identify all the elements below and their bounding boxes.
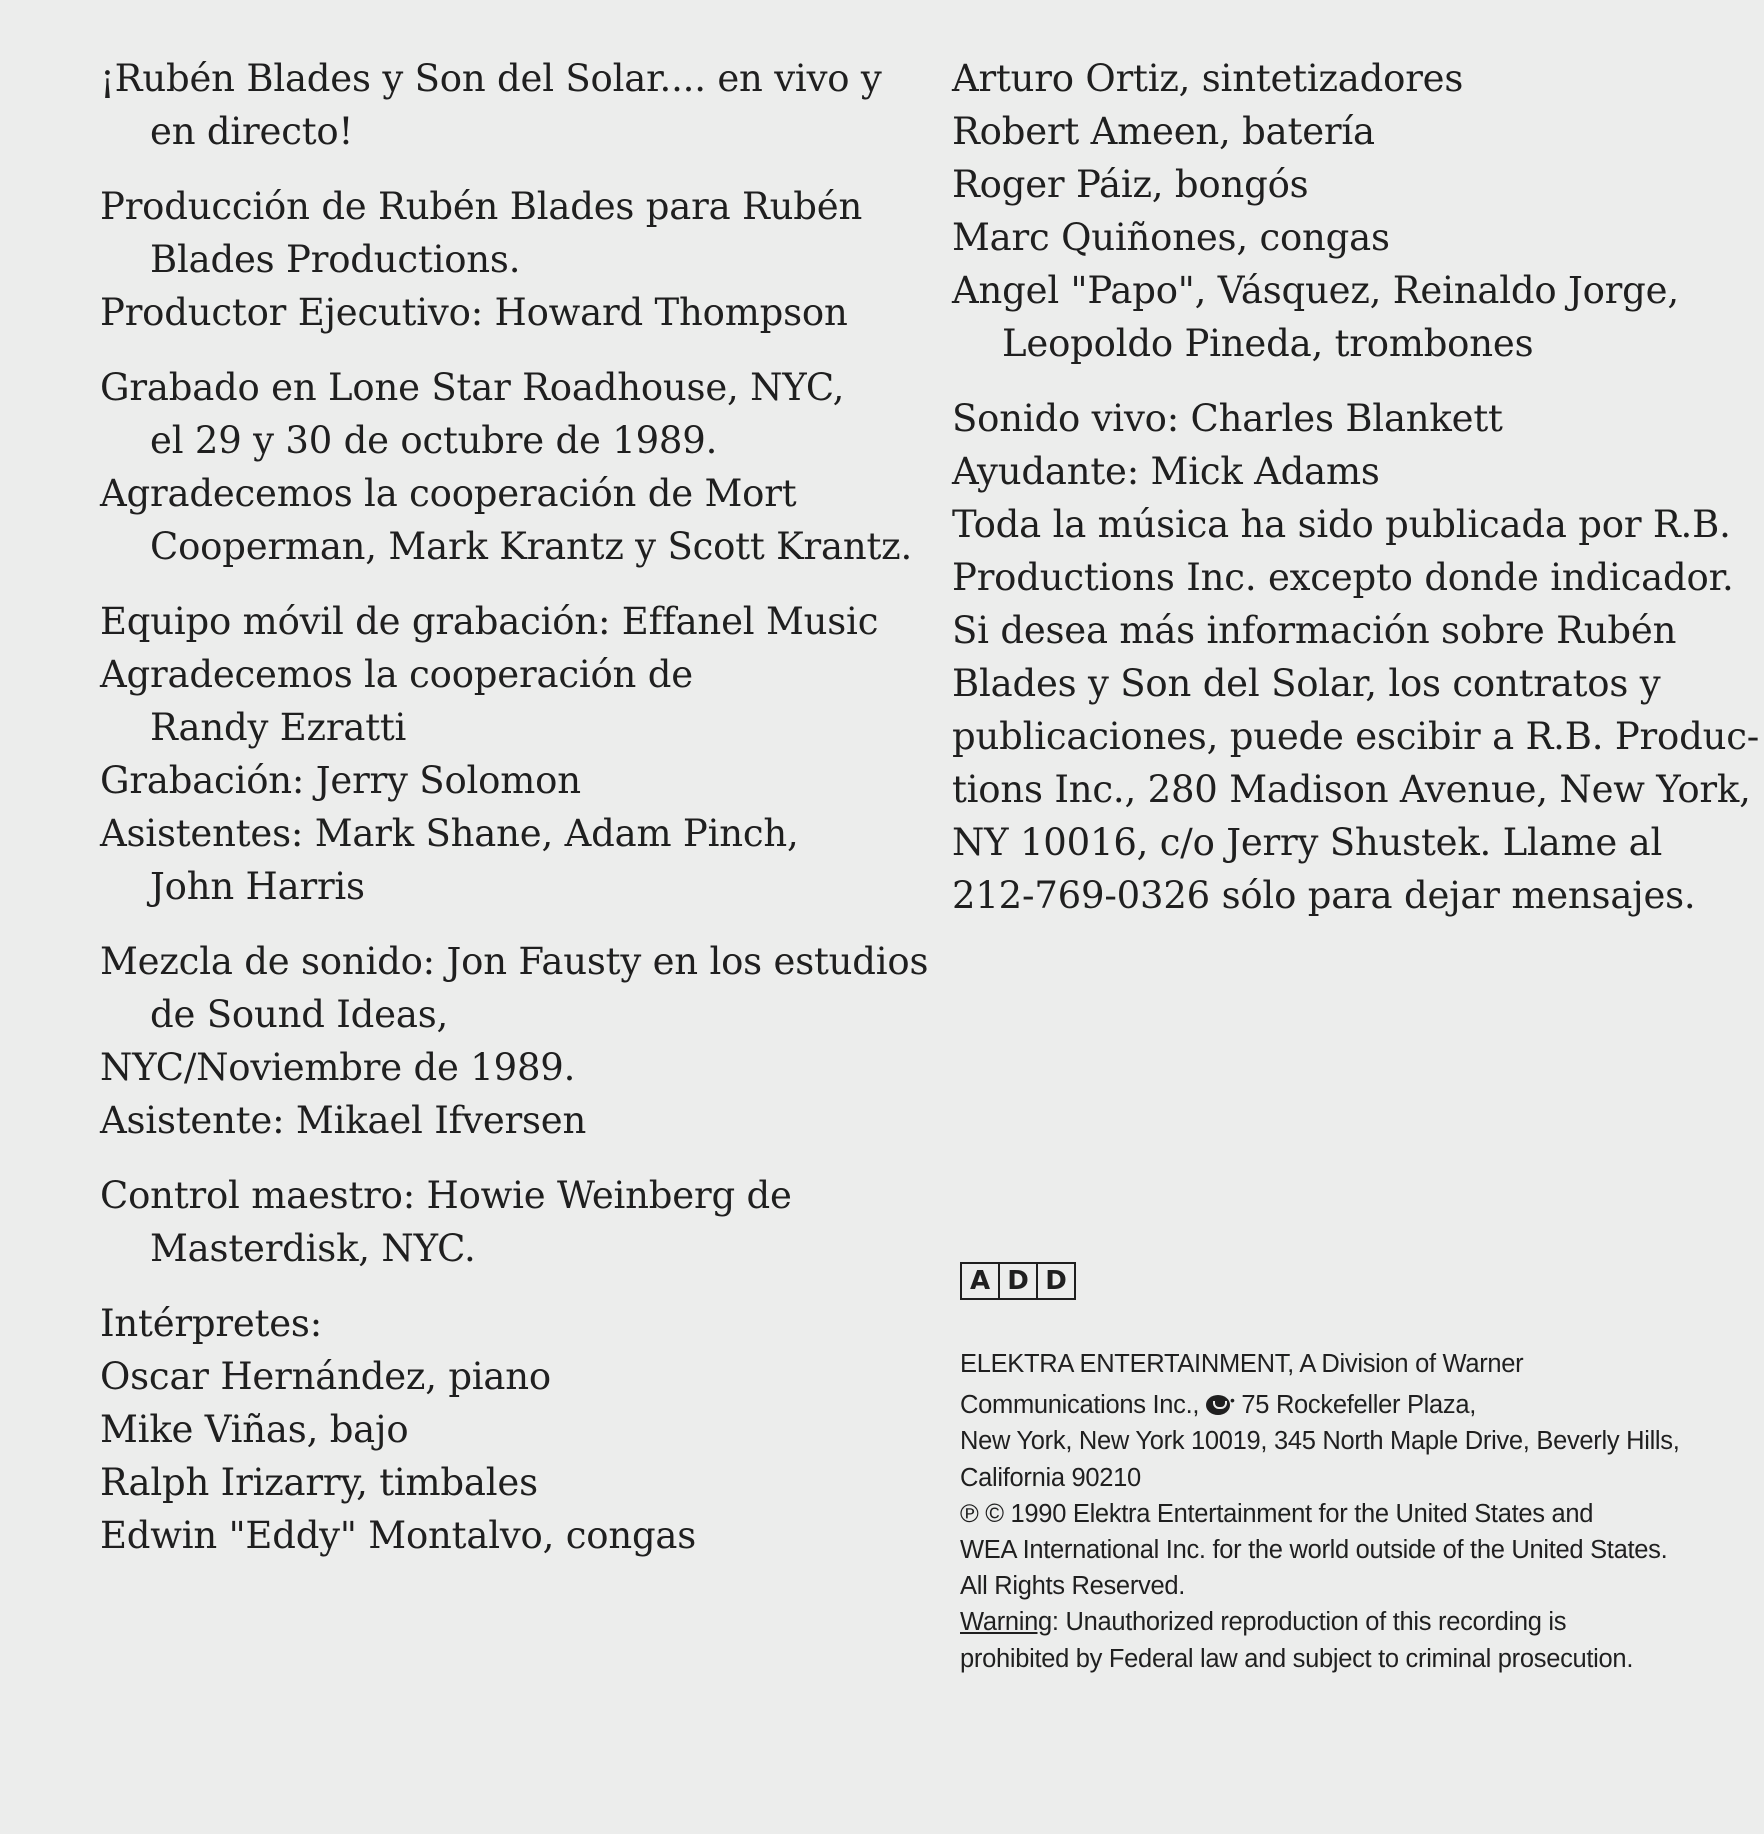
warning-text: : Unauthorized reproduction of this recording is bbox=[1051, 1608, 1567, 1637]
performer-line: Robert Ameen, batería bbox=[952, 110, 1375, 153]
sound-info-block bbox=[952, 392, 1760, 922]
badge-letter: A bbox=[962, 1264, 1000, 1298]
credit-line: NYC/Noviembre de 1989. bbox=[100, 1046, 576, 1089]
badge-letter: D bbox=[1045, 1266, 1067, 1296]
performer-line: Mike Viñas, bajo bbox=[100, 1408, 409, 1451]
info-line: publicaciones, puede escibir a R.B. Produc- bbox=[952, 715, 1760, 758]
credit-line: Sonido vivo: Charles Blankett bbox=[952, 397, 1503, 440]
info-line: Productions Inc. excepto donde indicador. bbox=[952, 556, 1734, 599]
info-line: 212-769-0326 sólo para dejar mensajes. bbox=[952, 874, 1696, 917]
recording-crew-block bbox=[100, 595, 920, 913]
credit-line: Grabación: Jerry Solomon bbox=[100, 759, 581, 802]
performer-line: Roger Páiz, bongós bbox=[952, 163, 1309, 206]
recording-location-block bbox=[100, 361, 920, 573]
legal-line: All Rights Reserved. bbox=[960, 1572, 1186, 1601]
warning-label: Warning bbox=[960, 1608, 1052, 1637]
mixing-block bbox=[100, 935, 929, 1147]
performer-line: Leopoldo Pineda, trombones bbox=[1002, 322, 1534, 365]
warner-communications-logo-icon bbox=[1206, 1395, 1230, 1415]
credit-line: Producción de Rubén Blades para Rubén bbox=[100, 185, 863, 228]
credit-line: Ayudante: Mick Adams bbox=[952, 450, 1380, 493]
credit-line: Control maestro: Howie Weinberg de bbox=[100, 1174, 792, 1217]
credit-line: John Harris bbox=[150, 865, 365, 908]
credits-right-column bbox=[952, 52, 1760, 944]
credit-line: en directo! bbox=[150, 110, 354, 153]
performer-line: Arturo Ortiz, sintetizadores bbox=[952, 57, 1464, 100]
performer-line: Oscar Hernández, piano bbox=[100, 1355, 551, 1398]
performers-heading: Intérpretes: bbox=[100, 1302, 322, 1345]
legal-text: 75 Rockefeller Plaza, bbox=[1241, 1391, 1477, 1420]
badge-letter: D bbox=[1000, 1264, 1038, 1298]
credit-line: ¡Rubén Blades y Son del Solar.... en vivo y bbox=[100, 57, 882, 100]
legal-line: California 90210 bbox=[960, 1463, 1141, 1492]
credit-line: Agradecemos la cooperación de Mort bbox=[100, 472, 797, 515]
credit-line: Randy Ezratti bbox=[150, 706, 407, 749]
mastering-block bbox=[100, 1169, 920, 1275]
legal-notice bbox=[960, 1346, 1750, 1677]
credit-line: Grabado en Lone Star Roadhouse, NYC, bbox=[100, 366, 845, 409]
title-block bbox=[100, 52, 920, 158]
legal-line: ELEKTRA ENTERTAINMENT, A Division of Warner bbox=[960, 1350, 1524, 1378]
credits-left-column bbox=[100, 52, 929, 1584]
legal-line: New York, New York 10019, 345 North Maple Drive, Beverly Hills, bbox=[960, 1427, 1680, 1456]
legal-line: WEA International Inc. for the world outside of the United States. bbox=[960, 1536, 1668, 1565]
performer-line: Marc Quiñones, congas bbox=[952, 216, 1390, 259]
performer-line: Angel "Papo", Vásquez, Reinaldo Jorge, bbox=[952, 269, 1679, 312]
credit-line: el 29 y 30 de octubre de 1989. bbox=[150, 419, 718, 462]
credit-line: Productor Ejecutivo: Howard Thompson bbox=[100, 291, 848, 334]
copyright-line: ℗ © 1990 Elektra Entertainment for the United States and bbox=[960, 1499, 1594, 1528]
performers-continued-block bbox=[952, 52, 1742, 370]
warning-line bbox=[960, 1604, 1750, 1640]
credit-line: Blades Productions. bbox=[150, 238, 521, 281]
performer-line: Edwin "Eddy" Montalvo, congas bbox=[100, 1514, 697, 1557]
info-line: Toda la música ha sido publicada por R.B. bbox=[952, 503, 1731, 546]
performer-line: Ralph Irizarry, timbales bbox=[100, 1461, 538, 1504]
credit-line: Masterdisk, NYC. bbox=[150, 1227, 476, 1270]
credit-line: Cooperman, Mark Krantz y Scott Krantz. bbox=[150, 525, 913, 568]
legal-line: prohibited by Federal law and subject to criminal prosecution. bbox=[960, 1644, 1634, 1673]
info-line: Blades y Son del Solar, los contratos y bbox=[952, 662, 1661, 705]
info-line: tions Inc., 280 Madison Avenue, New York, bbox=[952, 768, 1751, 811]
info-line: NY 10016, c/o Jerry Shustek. Llame al bbox=[952, 821, 1663, 864]
info-line: Si desea más información sobre Rubén bbox=[952, 609, 1677, 652]
credit-line: Asistente: Mikael Ifversen bbox=[100, 1099, 587, 1142]
logo-mark-icon: • bbox=[1229, 1392, 1235, 1409]
add-recording-code-badge bbox=[960, 1262, 1076, 1300]
credit-line: Agradecemos la cooperación de bbox=[100, 653, 693, 696]
credit-line: Asistentes: Mark Shane, Adam Pinch, bbox=[100, 812, 799, 855]
legal-line bbox=[960, 1382, 1750, 1423]
performers-block bbox=[100, 1297, 920, 1562]
production-block bbox=[100, 180, 920, 339]
credit-line: Mezcla de sonido: Jon Fausty en los estudios bbox=[100, 940, 929, 983]
legal-text: Communications Inc., bbox=[960, 1391, 1200, 1420]
credit-line: de Sound Ideas, bbox=[150, 993, 449, 1036]
credit-line: Equipo móvil de grabación: Effanel Music bbox=[100, 600, 879, 643]
